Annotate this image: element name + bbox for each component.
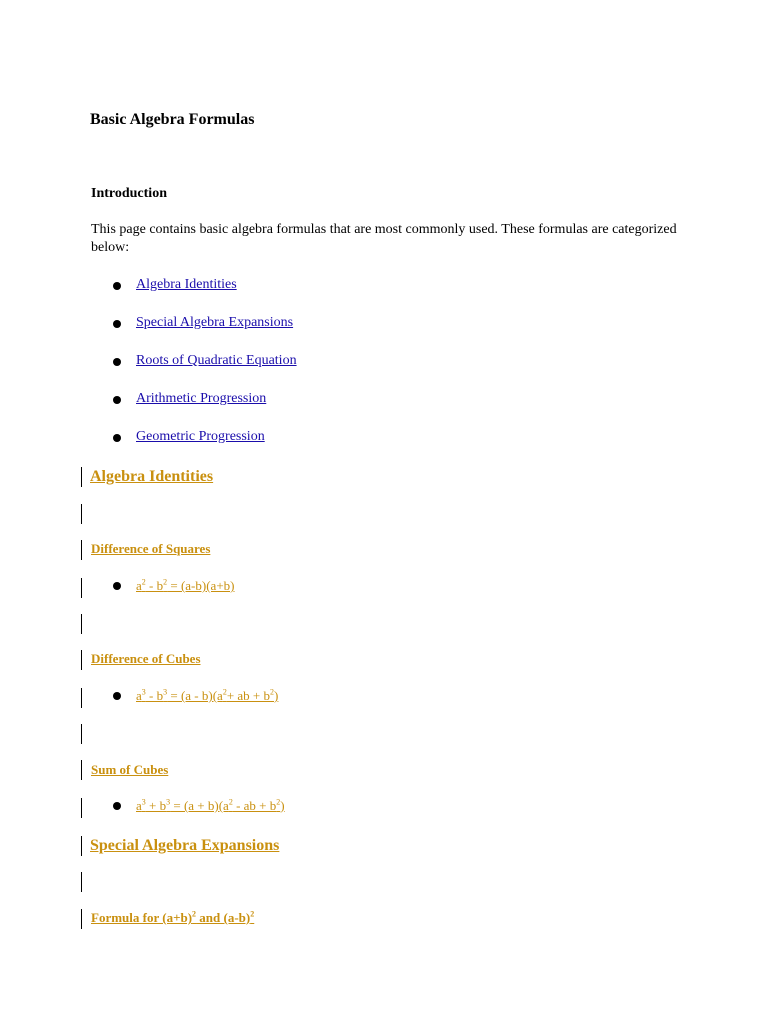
toc-link-quadratic-roots[interactable]: Roots of Quadratic Equation [136, 353, 297, 368]
heading-difference-of-squares[interactable]: Difference of Squares [91, 541, 211, 556]
margin-bar [81, 724, 82, 744]
toc-link-arithmetic-progression[interactable]: Arithmetic Progression [136, 391, 267, 406]
bullet-icon [113, 320, 121, 328]
bullet-icon [113, 582, 121, 590]
margin-bar [81, 760, 82, 780]
bullet-icon [113, 282, 121, 290]
formula-difference-of-squares[interactable]: $a^2 - b^2 = (a-b)(a+b)$ [136, 577, 235, 593]
bullet-icon [113, 692, 121, 700]
bullet-icon [113, 396, 121, 404]
margin-bar [81, 909, 82, 929]
heading-special-expansions[interactable]: Special Algebra Expansions [90, 837, 280, 854]
margin-bar [81, 504, 82, 524]
margin-bar [81, 872, 82, 892]
formula-sum-of-cubes[interactable]: $a^3 + b^3 = (a + b)(a^2$ - ab + $b^2$) [136, 797, 285, 813]
intro-paragraph: This page contains basic algebra formulas that are most commonly used. These formulas are categorized below: [91, 222, 677, 255]
page-title: Basic Algebra Formulas [90, 111, 255, 128]
bullet-icon [113, 802, 121, 810]
toc-link-special-expansions[interactable]: Special Algebra Expansions [136, 315, 294, 330]
toc-link-algebra-identities[interactable]: Algebra Identities [136, 277, 237, 292]
margin-bar [81, 614, 82, 634]
bullet-icon [113, 358, 121, 366]
margin-bar [81, 467, 82, 487]
bullet-icon [113, 434, 121, 442]
formula-difference-of-cubes[interactable]: $a^3 - b^3 = (a - b)(a^2+$ ab + $b^2$) [136, 687, 279, 703]
margin-bar [81, 688, 82, 708]
toc-link-geometric-progression[interactable]: Geometric Progression [136, 429, 265, 444]
margin-bar [81, 540, 82, 560]
heading-algebra-identities[interactable]: Algebra Identities [90, 468, 214, 485]
margin-bar [81, 798, 82, 818]
margin-bar [81, 650, 82, 670]
intro-heading: Introduction [91, 186, 167, 201]
margin-bar [81, 836, 82, 856]
heading-difference-of-cubes[interactable]: Difference of Cubes [91, 651, 201, 666]
heading-square-formulas[interactable]: Formula for $(a+b)^2$ and $(a-b)^2$ [91, 909, 255, 925]
margin-bar [81, 578, 82, 598]
heading-sum-of-cubes[interactable]: Sum of Cubes [91, 762, 169, 777]
